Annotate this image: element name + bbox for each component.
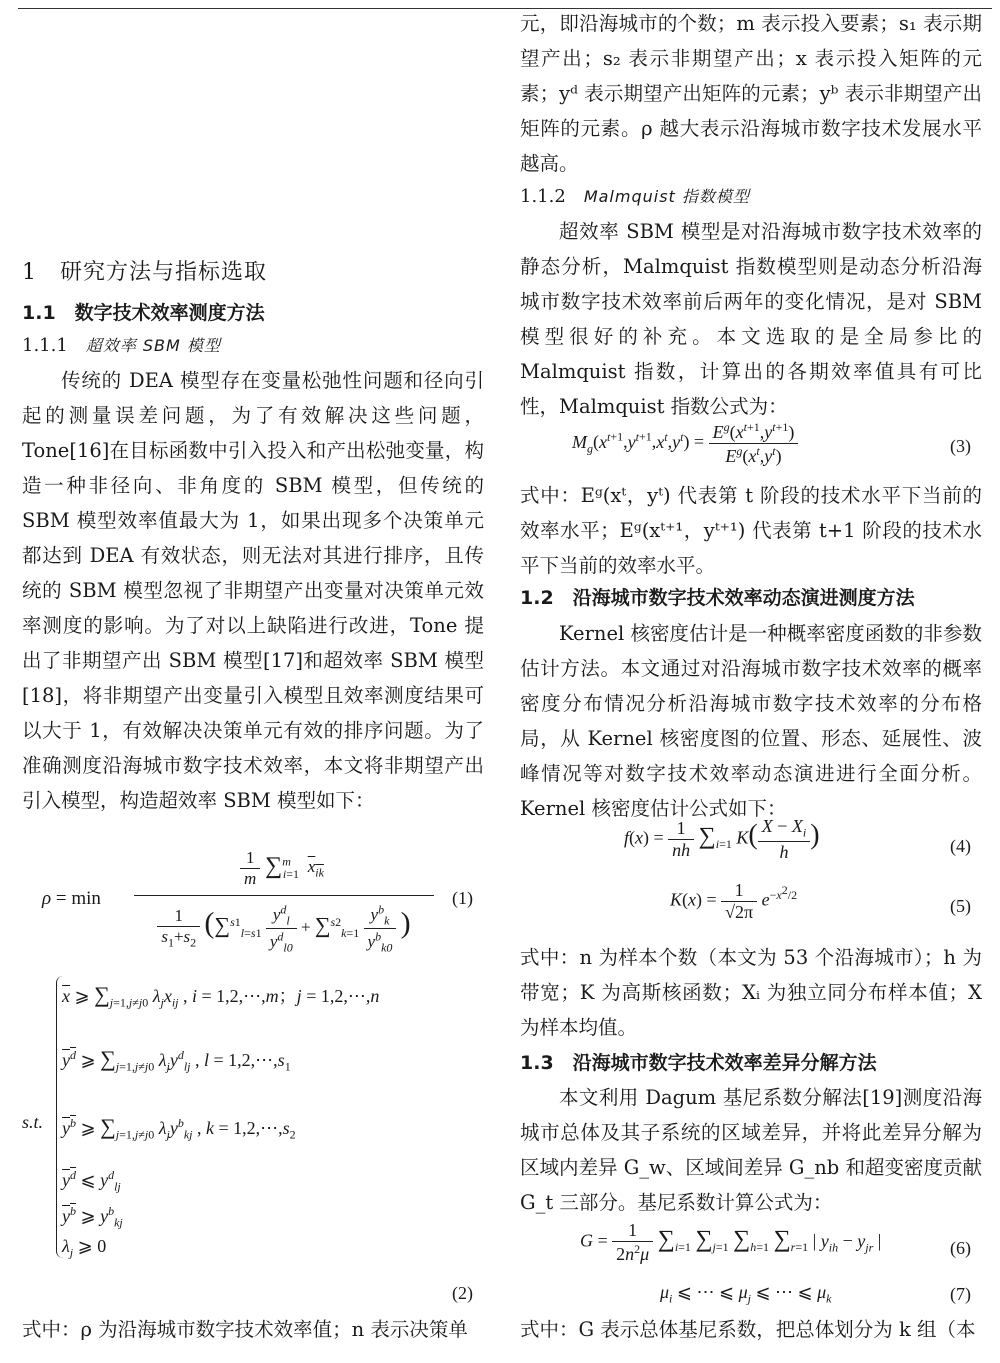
section-1-2-heading: 1.2 沿海城市数字技术效率动态演进测度方法 xyxy=(520,587,915,609)
paragraph-dagum: 本文利用 Dagum 基尼系数分解法[19]测度沿海城市总体及其子系统的区域差异，并将此差异分解为区域内差异 G_w、区域间差异 G_nb 和超变密度贡献 G_t 三部分。基尼系数计算公式为： xyxy=(520,1086,982,1214)
equation-4-number: (4) xyxy=(950,836,971,856)
section-1-1-2-heading: 1.1.2 Malmquist 指数模型 xyxy=(520,186,750,207)
section-1-3-heading: 1.3 沿海城市数字技术效率差异分解方法 xyxy=(520,1052,877,1074)
section-1-1-heading: 1.1 数字技术效率测度方法 xyxy=(22,302,265,324)
equation-3: $M_g(x^{t+1},y^{t+1},x^t,y^t)$ = $\frac{E^g(x^{t+1},y^{t+1})}{E^g(x^t,y^t)}$ xyxy=(572,420,798,467)
equation-2-number: (2) xyxy=(452,1283,473,1303)
paragraph-rho-definition: 式中：ρ 为沿海城市数字技术效率值；n 表示决策单 xyxy=(22,1318,468,1341)
equation-3-number: (3) xyxy=(950,436,971,456)
equation-5: K(x) = $\frac{1}{√2\pi}$ $e^{-x^2/2}$ xyxy=(670,880,798,922)
paragraph-malmquist: 超效率 SBM 模型是对沿海城市数字技术效率的静态分析，Malmquist 指数模型则是动态分析沿海城市数字技术效率前后两年的变化情况，是对 SBM 模型很好的补充。本文选取的是全局参比的 Malmquist 指数，计算出的各期效率值具有可比性，Malmquist 指数公式为： xyxy=(520,220,982,418)
paragraph-kernel: Kernel 核密度估计是一种概率密度函数的非参数估计方法。本文通过对沿海城市数字技术效率的概率密度分布情况分析沿海城市数字技术效率的分布格局，从 Kernel 核密度图的位置、形态、延展性、波峰情况等对数字技术效率动态演进进行全面分析。Kernel 核密度估计公式如下： xyxy=(520,622,982,820)
section-1-heading: 1 研究方法与指标选取 xyxy=(22,260,267,285)
paragraph-efficiency-definitions: 式中：Eᵍ(xᵗ，yᵗ) 代表第 t 阶段的技术水平下当前的效率水平；Eᵍ(xᵗ⁺¹，yᵗ⁺¹) 代表第 t+1 阶段的技术水平下当前的效率水平。 xyxy=(520,484,982,577)
section-1-1-1-heading: 1.1.1 超效率 SBM 模型 xyxy=(22,335,221,356)
paragraph-gini-definition: 式中：G 表示总体基尼系数，把总体划分为 k 组（本 xyxy=(520,1318,976,1341)
equation-1-number: (1) xyxy=(452,888,473,908)
equation-5-number: (5) xyxy=(950,896,971,916)
equation-6: G = $\frac{1}{2n^2\mu}$ $\sum_{i=1}$ $\sum_{j=1}$ $\sum_{h=1}$ $\sum_{r=1}$ | $y_{ih} - y_{jr}$ | xyxy=(580,1220,882,1264)
equation-2-constraints: s.t. $\overline{x}$ ⩾ $\sum_{j=1,j\ne j0}$ $\lambda_jx_{ij}$ , i = 1,2,⋯,m；j = 1,2,⋯,n $y^d$ ⩾ $\sum_{j=1,j\ne j0}$ $\lambda_jy^d_{lj}$ , $l = 1,2,\cdots,s_1$ $y^b$ ⩾ $\sum_{j=1,j\ne j0}$ $\lambda_jy^b_{kj}$ , $k = 1,2,\cdots,s_2$ $y^d$ ⩽ $y^d_{lj}$ $y^b$ ⩾ $y^b_{kj}$ $\lambda_j$ ⩾ 0 xyxy=(22,972,484,1272)
paragraph-sbm-intro: 传统的 DEA 模型存在变量松弛性问题和径向引起的测量误差问题，为了有效解决这些问题，Tone[16]在目标函数中引入投入和产出松弛变量，构造一种非径向、非角度的 SBM 模型，但传统的 SBM 模型效率值最大为 1，如果出现多个决策单元都达到 DEA 有效状态，则无法对其进行排序，且传统的 SBM 模型忽视了非期望产出变量对决策单元效率测度的影响。为了对以上缺陷进行改进，Tone 提出了非期望产出 SBM 模型[17]和超效率 SBM 模型[18]，将非期望产出变量引入模型且效率测度结果可以大于 1，有效解决决策单元有效的排序问题。为了准确测度沿海城市数字技术效率，本文将非期望产出引入模型，构造超效率 SBM 模型如下： xyxy=(22,369,484,812)
paragraph-kernel-variables: 式中：n 为样本个数（本文为 53 个沿海城市）；h 为带宽；K 为高斯核函数；Xᵢ 为独立同分布样本值；X 为样本均值。 xyxy=(520,946,982,1039)
paragraph-variable-definitions: 元，即沿海城市的个数；m 表示投入要素；s₁ 表示期望产出；s₂ 表示非期望产出；x 表示投入矩阵的元素；yᵈ 表示期望产出矩阵的元素；yᵇ 表示非期望产出矩阵的元素。ρ 越大表示沿海城市数字技术发展水平越高。 xyxy=(520,12,982,175)
equation-6-number: (6) xyxy=(950,1238,971,1258)
equation-7: $\mu_i$ ⩽ ⋯ ⩽ $\mu_j$ ⩽ ⋯ ⩽ $\mu_k$ xyxy=(660,1282,832,1306)
equation-7-number: (7) xyxy=(950,1284,971,1304)
equation-4: f(x) = $\frac{1}{nh}$ $\sum_{i=1}$ K( $\frac{X - X_i}{h}$ ) xyxy=(624,816,820,862)
equation-1: ρ = min $\frac{1}{m}$ ∑$^m_{i=1}$ $x_{ik}$ $\frac{1}{s_1+s_2}$ (∑$^{s1}_{l=s1}$ $\frac{y^d_l}{y^d_{l0}}$ + ∑$^{s2}_{k=1}$ $\frac{y^b_k}{y^b_{k0}}$ ) xyxy=(42,848,462,966)
